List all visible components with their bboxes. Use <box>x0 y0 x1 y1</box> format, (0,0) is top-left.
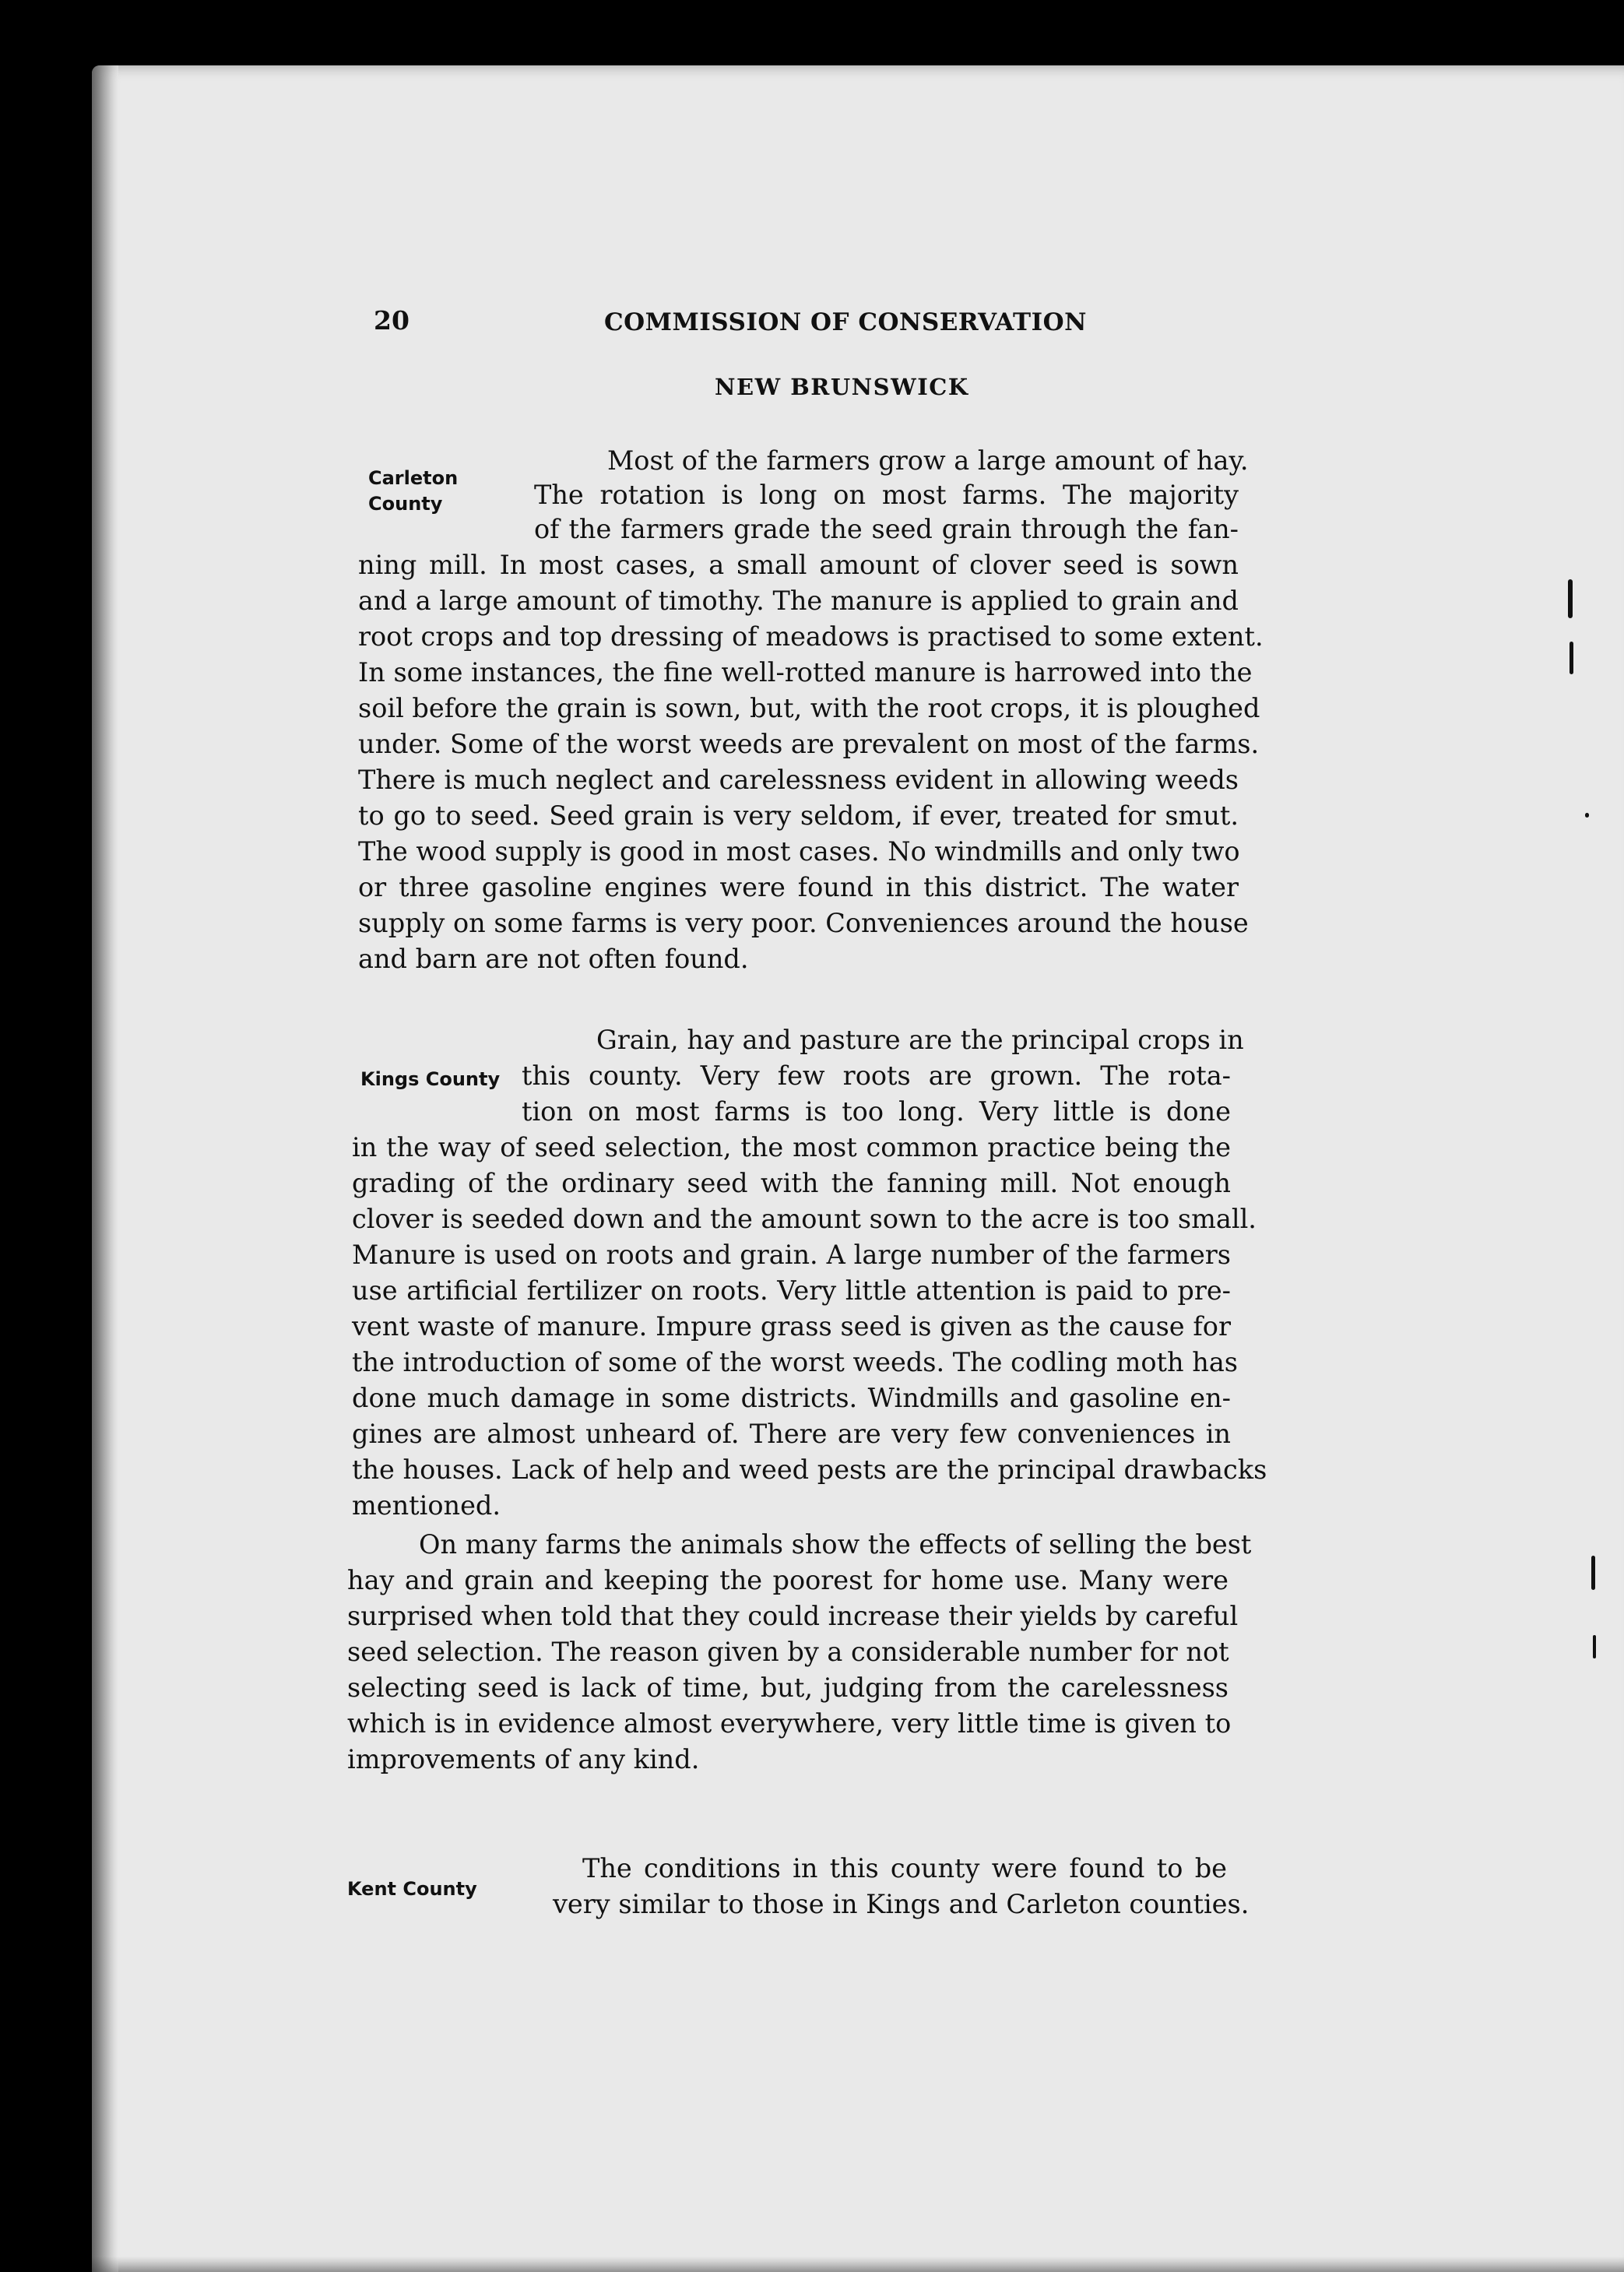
text-line: The conditions in this county were found to be <box>582 1853 1227 1883</box>
text-line: supply on some farms is very poor. Conveniences around the house <box>358 908 1249 938</box>
text-line: improvements of any kind. <box>347 1744 700 1774</box>
text-line: and a large amount of timothy. The manure is applied to grain and <box>358 586 1239 616</box>
section-title: NEW BRUNSWICK <box>715 374 969 400</box>
text-line: soil before the grain is sown, but, with the root crops, it is ploughed <box>358 693 1260 723</box>
text-line: In some instances, the fine well-rotted manure is harrowed into the <box>358 657 1253 688</box>
text-line: hay and grain and keeping the poorest for home use. Many were <box>347 1565 1229 1595</box>
text-line: Grain, hay and pasture are the principal crops in <box>596 1025 1244 1055</box>
text-line: this county. Very few roots are grown. The rota- <box>522 1060 1231 1091</box>
text-line: Manure is used on roots and grain. A large number of the farmers <box>352 1240 1231 1270</box>
page-number: 20 <box>374 305 410 336</box>
sidenote-carleton-county <box>368 466 458 517</box>
text-line: Most of the farmers grow a large amount of hay. <box>607 445 1249 476</box>
text-line: surprised when told that they could increase their yields by careful <box>347 1601 1239 1631</box>
text-line: root crops and top dressing of meadows is practised to some extent. <box>358 621 1264 652</box>
text-line: The rotation is long on most farms. The majority <box>534 480 1239 510</box>
running-head: COMMISSION OF CONSERVATION <box>604 308 1087 336</box>
text-line: and barn are not often found. <box>358 944 749 974</box>
book-page <box>92 65 1624 2272</box>
sidenote-line: County <box>368 493 443 515</box>
text-line: grading of the ordinary seed with the fanning mill. Not enough <box>352 1168 1231 1198</box>
scan-mark <box>1593 1635 1596 1658</box>
text-line: use artificial fertilizer on roots. Very little attention is paid to pre- <box>352 1275 1231 1306</box>
sidenote-line: Carleton <box>368 467 459 489</box>
book-spine-shadow <box>92 65 118 2272</box>
sidenote-line: Kings County <box>360 1068 501 1090</box>
sidenote-line: Kent County <box>347 1878 477 1900</box>
text-line: There is much neglect and carelessness evident in allowing weeds <box>358 765 1239 795</box>
page-bottom-shadow <box>92 2256 1624 2272</box>
text-line: tion on most farms is too long. Very little is done <box>522 1096 1231 1127</box>
text-line: gines are almost unheard of. There are very few conveniences in <box>352 1419 1231 1449</box>
text-line: in the way of seed selection, the most common practice being the <box>352 1132 1231 1162</box>
text-line: of the farmers grade the seed grain through the fan- <box>534 514 1239 544</box>
scan-mark <box>1591 1556 1595 1590</box>
sidenote-kings-county <box>360 1067 500 1092</box>
text-line: or three gasoline engines were found in this district. The water <box>358 872 1239 902</box>
text-line: the houses. Lack of help and weed pests are the principal drawbacks <box>352 1454 1267 1485</box>
sidenote-kent-county <box>347 1876 477 1902</box>
text-line: under. Some of the worst weeds are prevalent on most of the farms. <box>358 729 1260 759</box>
text-line: On many farms the animals show the effects of selling the best <box>419 1529 1252 1560</box>
text-line: vent waste of manure. Impure grass seed is given as the cause for <box>352 1311 1231 1342</box>
text-line: done much damage in some districts. Windmills and gasoline en- <box>352 1383 1231 1413</box>
text-line: to go to seed. Seed grain is very seldom, if ever, treated for smut. <box>358 800 1239 831</box>
text-line: mentioned. <box>352 1490 501 1521</box>
text-line: ning mill. In most cases, a small amount of clover seed is sown <box>358 550 1239 580</box>
text-line: clover is seeded down and the amount sown to the acre is too small. <box>352 1204 1257 1234</box>
text-line: The wood supply is good in most cases. No windmills and only two <box>358 836 1240 867</box>
scan-mark <box>1570 642 1573 674</box>
text-line: which is in evidence almost everywhere, very little time is given to <box>347 1708 1232 1739</box>
text-line: very similar to those in Kings and Carleton counties. <box>553 1889 1250 1919</box>
text-line: the introduction of some of the worst weeds. The codling moth has <box>352 1347 1238 1377</box>
text-line: selecting seed is lack of time, but, judging from the carelessness <box>347 1672 1229 1703</box>
scan-mark <box>1568 579 1573 618</box>
scan-mark <box>1585 813 1589 818</box>
text-line: seed selection. The reason given by a considerable number for not <box>347 1637 1229 1667</box>
